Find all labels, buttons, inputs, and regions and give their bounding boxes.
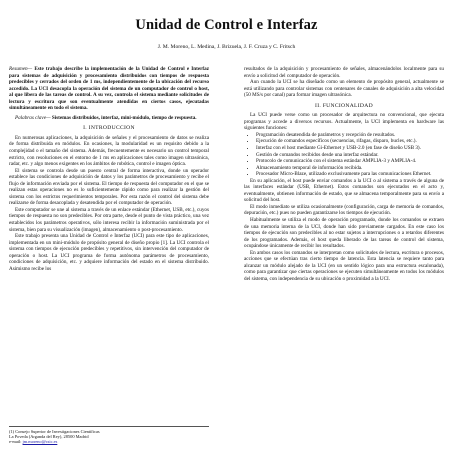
section-heading-funcionalidad: II. FUNCIONALIDAD [315, 102, 373, 109]
function-list-item: • Almacenamiento temporal de información recibida. [256, 165, 444, 172]
section-heading-introduction: I. INTRODUCCION [83, 125, 135, 132]
affiliation-footnote [9, 426, 209, 445]
keywords-text: Sistemas distribuidos, interfaz, mini-módulo, tiempo de respuesta. [51, 114, 197, 121]
intro-paragraph: Este trabajo presenta una Unidad de Control e Interfaz (UCI) para este tipo de aplicaciones, implementada en un mini-módulo de propósito general de diseño propio [1]. La UCI controla el sistema con tiempos de ejecución predecibles y repetitivos, sin intervención del computador de operación o host. La UCI programa de forma autónoma parámetros de procesamiento, condiciones de adquisición, etc. y adquiere información del estado en el sistema distribuido. Asimismo recibe los [9, 233, 209, 272]
intro-paragraph: Este computador se une al sistema a través de un enlace estándar (Ethernet, USB, etc.), cuyos tiempos de respuesta no son predecibles. Por otra parte, desde el punto de vista práctico, una vez establecidos los parámetros operativos, sólo interesa recibir la información suministrada por el sistema, bien para su visualización (imagen), almacenamiento o post-procesamiento. [9, 206, 209, 233]
intro-paragraph: Aun cuando la UCI se ha diseñado como un elemento de propósito general, actualmente se está utilizando para controlar sistemas con centenares de canales de adquisición a alta velocidad (50 MS/s por canal) para formar imagen ultrasónica. [244, 79, 444, 99]
function-list [244, 132, 444, 178]
abstract-text: Este trabajo describe la implementación de la Unidad de Control e Interfaz para sistemas de adquisición y procesamiento distribuidos con tiempos de respuesta predecibles y cerrados del orden de 1 ms, independientemente de la ubicación del recurso accedido. La UCI desacopla la operación del sistema de un computador de control o host, al que libera de las tareas de control. A su vez, controla el sistema mediante solicitudes de lectura y escritura que son eventualmente atendidas en ciertos casos, ejecutadas simultáneamente en todo el sistema. [9, 66, 209, 112]
paper-title: Unidad de Control e Interfaz [135, 17, 318, 33]
intro-paragraph: El sistema se controla desde un puesto central de forma interactiva, donde un operador establece las condiciones de adquisición de datos y los parámetros de procesamiento y recibe el flujo de información enviada por el sistema. El tiempo de respuesta del computador en el que se realizan estas operaciones no es lo suficientemente rápido como para realizar la gestión del sistema con los estrictos requerimientos temporales. Por esta razón el control del sistema debe realizarse de forma desacoplada y desatendida por el computador de operación. [9, 167, 209, 207]
function-list-item: • Gestión de comandos recibidos desde una interfaz estándar. [256, 152, 444, 159]
intro-paragraph: En numerosas aplicaciones, la adquisición de señales y el procesamiento de datos se realiza de forma distribuida en módulos. En ocasiones, la modularidad es un requisito debido a la complejidad o el tamaño del sistema. Además, frecuentemente es necesario un control temporal estricto, con resoluciones en el entorno de 1 ms en aplicaciones tales como imagen ultrasónica, radar, etc. y algo menos exigentes en los ámbitos de robótica, control e imagen óptica. [9, 134, 209, 168]
funcionalidad-paragraph: La UCI puede verse como un procesador de arquitectura no convencional, que ejecuta programas y accede a diversos recursos. Actualmente, la UCI implementa en hardware las siguientes funciones: [244, 112, 444, 132]
funcionalidad-paragraph: Habitualmente se utiliza el modo de operación programado, donde los comandos se extraen de una memoria interna de la UCI, donde han sido previamente cargados. En este caso los tiempos de ejecución son predecibles al no estar sujetos a interrupciones o a retardos diferentes de los programados. Además, el host queda liberado de las tareas de control del sistema, ocupándose únicamente de recibir los resultados. [244, 217, 444, 250]
abstract-lead: Resumen— [9, 66, 33, 72]
function-list-item: • Programación desatendida de parámetros y recepción de resultados. [256, 132, 444, 139]
function-list-item: • Ejecución de comandos específicos (secuencias, rifagas, disparo, bucles, etc.). [256, 138, 444, 145]
intro-paragraph: resultados de la adquisición y procesamiento de señales, almacenándolos localmente para su envío a solicitud del computador de operación. [244, 66, 444, 79]
footnote-line: (1) Consejo Superior de Investigaciones Científicas [9, 429, 100, 434]
abstract [9, 66, 209, 112]
left-column [9, 66, 209, 272]
funcionalidad-paragraph: El modo inmediato se utiliza ocasionalmente (configuración, carga de memoria de comandos, depuración, etc.) pues no pueden garantizarse los tiempos de ejecución. [244, 203, 444, 217]
funcionalidad-paragraph: En ambos casos los comandos se interpretan como solicitudes de lectura, escritura o procesos, acciones que se efectúan tras cierto tiempo de latencia. Esta latencia se requiere tanto para alcanzar un módulo alejado de la UCI (en un sentido lógico para una estructura escalonada), como para garantizar que ciertas operaciones se ejecuten simultáneamente en todos los módulos del sistema, con independencia de su ubicación o proximidad a la UCI. [244, 249, 444, 282]
function-list-item: • Protocolo de comunicación con el sistema estándar AMPLIA-3 y AMPLIA-4. [256, 158, 444, 165]
email-label: e-mail: [9, 439, 23, 445]
funcionalidad-paragraph: En su aplicación, el host puede enviar comandos a la UCI o al sistema a través de alguna de las interfaces estándar (USB, Ethernet). Estos comandos son ejecutados en el acto y, eventualmente, obtienen información de estado, que se almacena temporalmente para su envío a solicitud del host. [244, 177, 444, 204]
author-list: J. M. Moreno, L. Medina, J. Brizuela, J. F. Cruza y C. Fritsch [157, 44, 296, 50]
right-column [244, 66, 444, 283]
keywords-lead: Palabras clave— [15, 114, 51, 121]
keywords [9, 115, 209, 122]
footnote-line: La Poveda (Arganda del Rey), 28500 Madrid [9, 434, 89, 440]
function-list-item: • Interfaz con el host mediante Gi-Ethernet y USB-2.0 (en fase de diseño USB 3). [256, 145, 444, 152]
function-list-item: • Procesador Micro-Blaze, utilizado exclusivamente para las comunicaciones Ethernet. [256, 171, 444, 178]
email-link[interactable]: jm.moreno@csic.es [22, 439, 58, 445]
footnote-email-line [9, 439, 209, 444]
